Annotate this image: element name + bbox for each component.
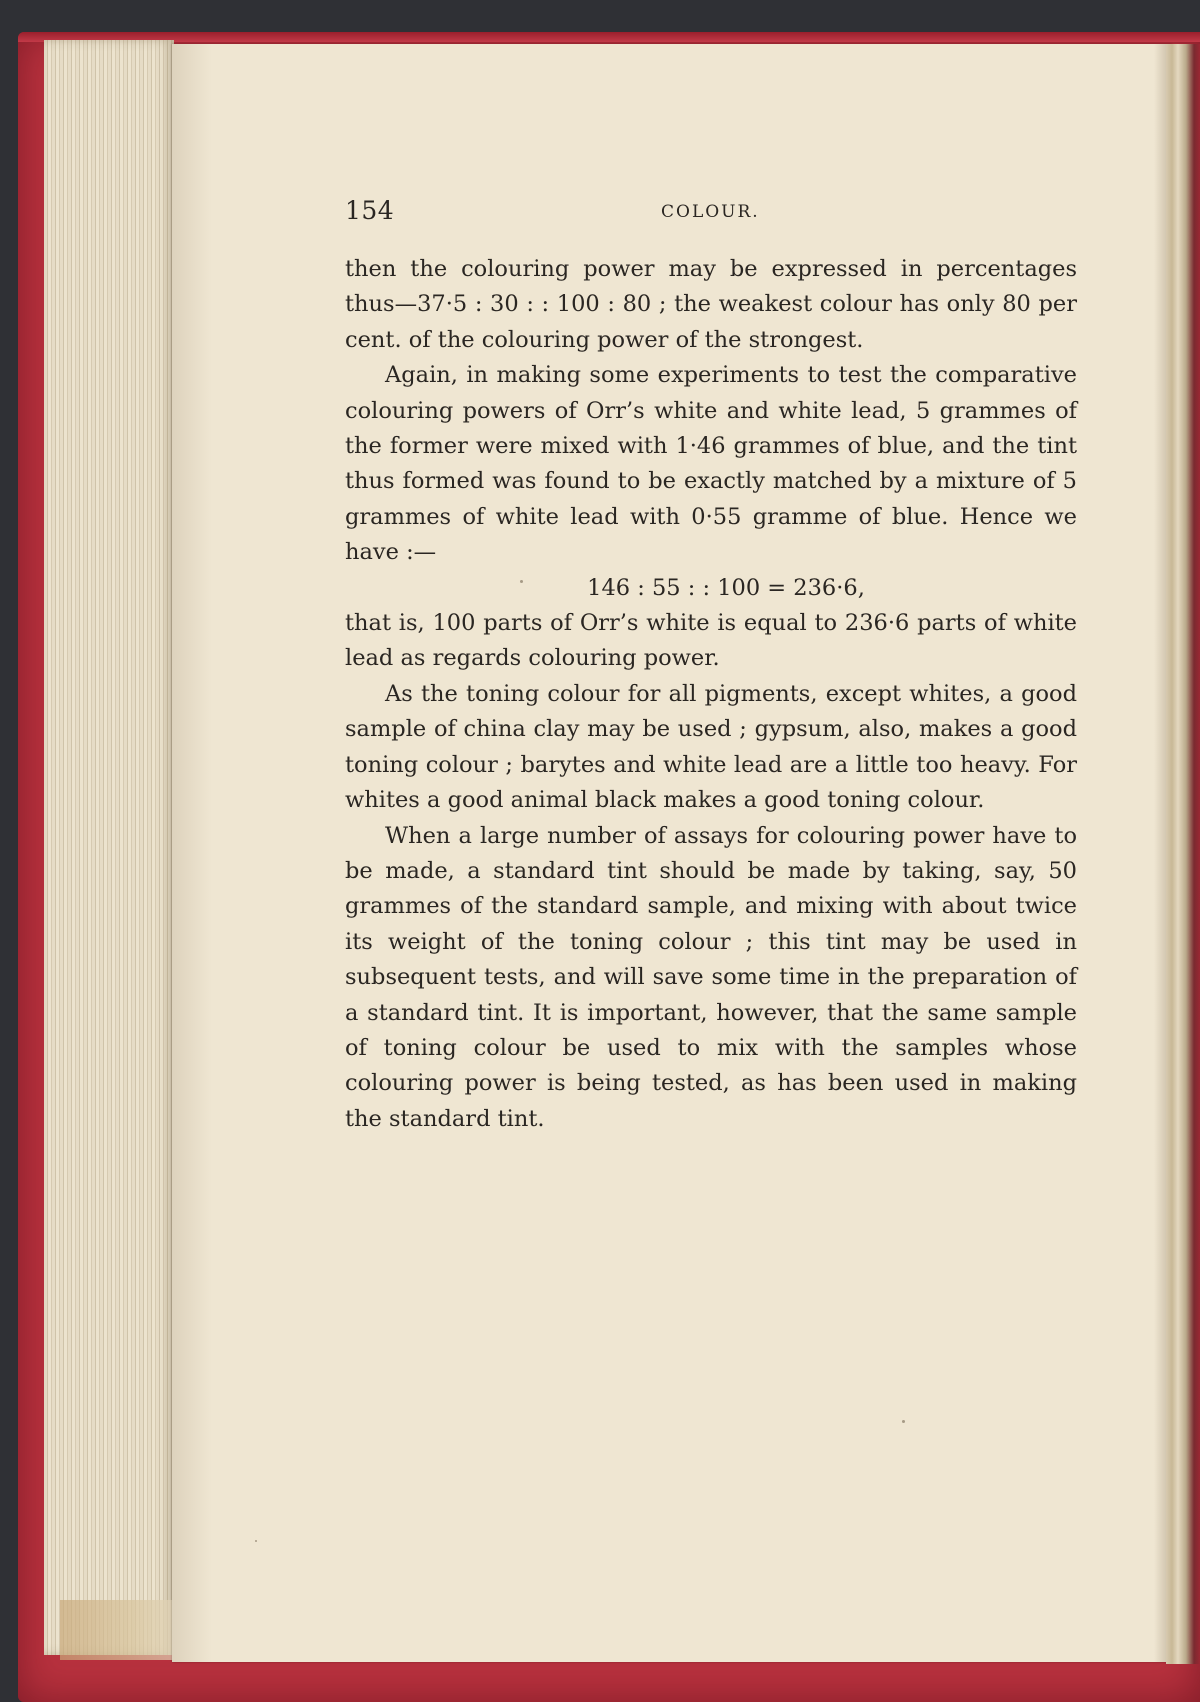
page-header — [345, 196, 1025, 236]
page-number: 154 — [345, 196, 395, 225]
paragraph: When a large number of assays for colouring power have to be made, a standard tint should be made by taking, say, 50 grammes of the standard sample, and mixing with about twice its weight of the toning colour ; this tint may be used in subsequent tests, and will save some time in the preparation of a standard tint. It is important, however, that the same sample of toning colour be used to mix with the samples whose colouring power is being tested, as has been used in making the standard tint. — [345, 822, 1077, 1132]
body-text — [345, 252, 1077, 1137]
paper-speck — [902, 1420, 905, 1423]
paper-speck — [255, 1540, 257, 1542]
paragraph: Again, in making some experiments to test the comparative colouring powers of Orr’s white and white lead, 5 grammes of the former were mixed with 1·46 grammes of blue, and the tint thus formed was found to be exactly matched by a mixture of 5 grammes of white lead with 0·55 gramme of blue. Hence we have :— — [345, 362, 1077, 566]
formula: 146 : 55 : : 100 = 236·6, — [587, 574, 865, 601]
paragraph: then the colouring power may be expressed in percentages thus—37·5 : 30 : : 100 : 80 ; the weakest colour has only 80 per cent. of the colouring power of the strongest. — [345, 256, 1077, 353]
page-stack-stain — [60, 1600, 180, 1660]
paragraph: As the toning colour for all pigments, except whites, a good sample of china clay may be used ; gypsum, also, makes a good toning colour ; barytes and white lead are a little too heavy. For whites a good animal black makes a good toning colour. — [345, 680, 1077, 814]
paragraph: that is, 100 parts of Orr’s white is equal to 236·6 parts of white lead as regards colouring power. — [345, 610, 1077, 672]
page-stack-edges — [44, 40, 174, 1655]
running-head: COLOUR. — [661, 202, 760, 222]
cover-top-edge — [18, 32, 1200, 42]
facing-page-edge — [1166, 44, 1200, 1664]
